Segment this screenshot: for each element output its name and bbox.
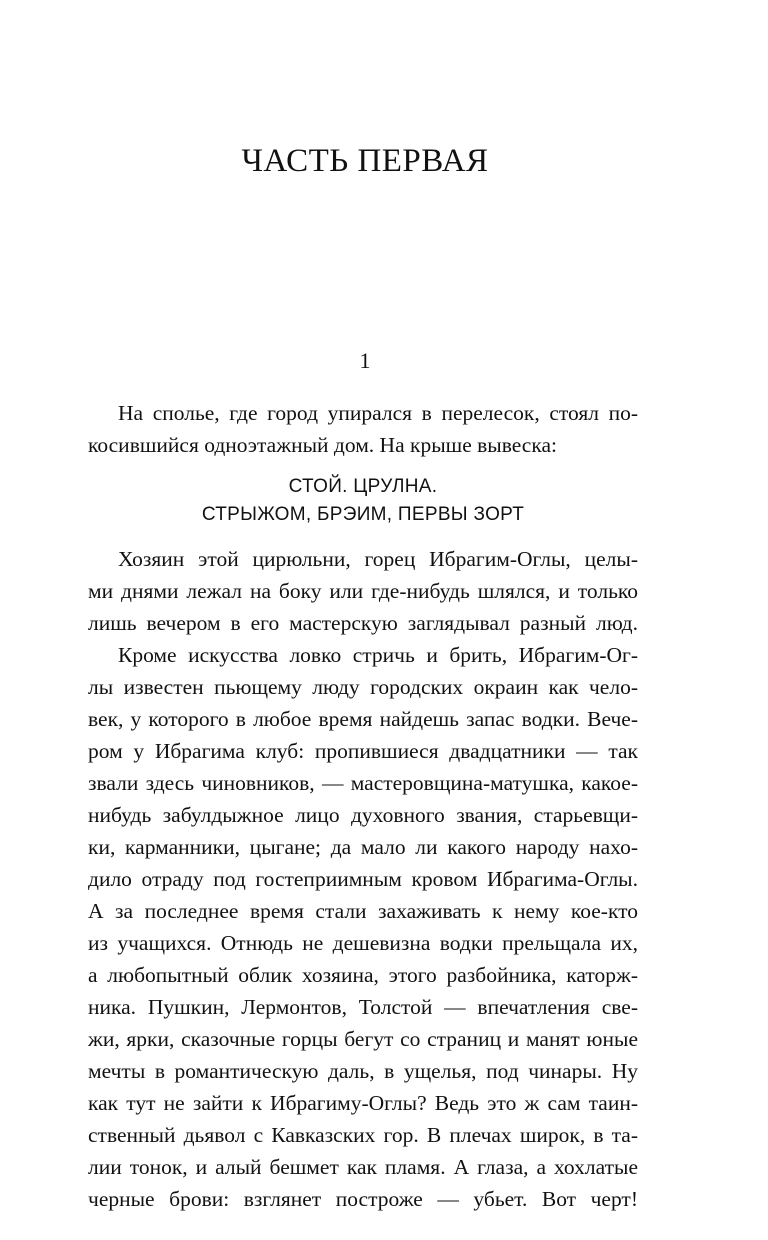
text-line: век, у которого в любое время найдешь запас водки. Вече- — [88, 707, 638, 731]
text-line: а любопытный облик хозяина, этого разбойника, каторж- — [88, 963, 638, 987]
text-line: ки, карманники, цыгане; да мало ли какого народу нахо- — [88, 835, 638, 859]
text-line: На сполье, где город упирался в перелесок, стоял по- — [118, 401, 638, 425]
shop-sign — [88, 473, 638, 529]
text-line: Кроме искусства ловко стричь и брить, Ибрагим-Ог- — [118, 643, 638, 667]
text-line: дило отраду под гостеприимным кровом Ибрагима-Оглы. — [88, 867, 638, 891]
text-line: нибудь забулдыжное лицо духовного звания, старьевщи- — [88, 803, 638, 827]
text-line: ром у Ибрагима клуб: пропившиеся двадцатники — так — [88, 739, 638, 763]
body-text — [88, 397, 638, 1215]
part-title: ЧАСТЬ ПЕРВАЯ — [241, 143, 489, 179]
text-line: А за последнее время стали захаживать к нему кое-кто — [88, 899, 638, 923]
text-line: мечты в романтическую даль, в ущелья, под чинары. Ну — [88, 1059, 638, 1083]
text-line: как тут не зайти к Ибрагиму-Оглы? Ведь это ж сам таин- — [88, 1091, 638, 1115]
text-line: из учащихся. Отнюдь не дешевизна водки прельщала их, — [88, 931, 638, 955]
text-line: лии тонок, и алый бешмет как пламя. А глаза, а хохлатые — [88, 1155, 638, 1179]
text-line: Хозяин этой цирюльни, горец Ибрагим-Оглы, целы- — [118, 547, 638, 571]
paragraph-2 — [88, 543, 638, 639]
paragraph-3 — [88, 639, 638, 1215]
text-line: жи, ярки, сказочные горцы бегут со страниц и манят юные — [88, 1027, 638, 1051]
text-line: ственный дьявол с Кавказских гор. В плечах широк, в та- — [88, 1123, 638, 1147]
text-line: ника. Пушкин, Лермонтов, Толстой — впечатления све- — [88, 995, 638, 1019]
text-line: лишь вечером в его мастерскую заглядывал разный люд. — [88, 611, 638, 635]
text-line: лы известен пьющему люду городских окраин как чело- — [88, 675, 638, 699]
sign-line: СТОЙ. ЦРУЛНА. — [288, 476, 438, 497]
text-line: черные брови: взглянет построже — убьет. Вот черт! — [88, 1187, 638, 1211]
sign-line: СТРЫЖОМ, БРЭИМ, ПЕРВЫ ЗОРТ — [201, 504, 525, 525]
text-line: ми днями лежал на боку или где-нибудь шлялся, и только — [88, 579, 638, 603]
paragraph-1 — [88, 397, 638, 461]
text-line: косившийся одноэтажный дом. На крыше вывеска: — [88, 433, 557, 457]
chapter-number: 1 — [359, 348, 371, 373]
text-line: звали здесь чиновников, — мастеровщина-матушка, какое- — [88, 771, 638, 795]
